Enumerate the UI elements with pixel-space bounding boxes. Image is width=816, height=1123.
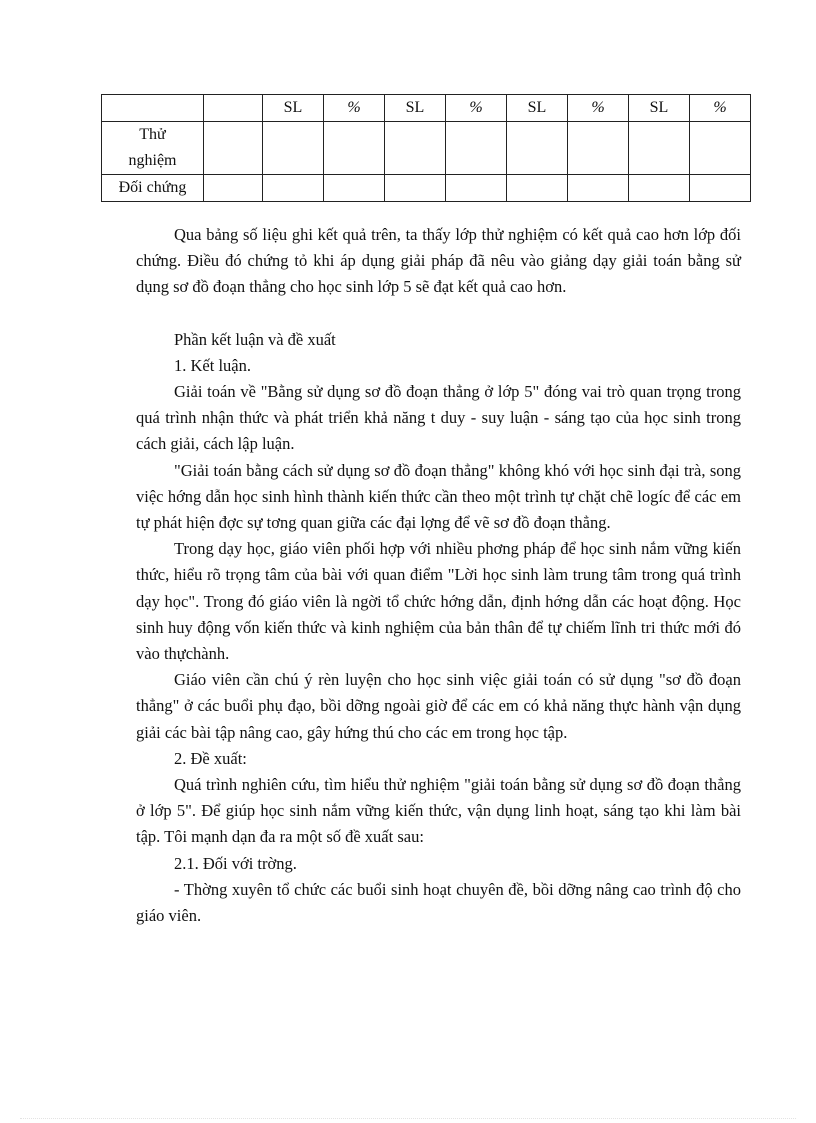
table-header-cell: % [446, 95, 507, 122]
paragraph: Giáo viên cần chú ý rèn luyện cho học sinh việc giải toán có sử dụng "sơ đồ đoạn thẳng" ở các buổi phụ đạo, bồi dỡng ngoài giờ để các em có khả năng thực hành vận dụng giải các bài tập nâng cao, gây hứng thú cho các em trong học tập. [136, 670, 741, 742]
table-cell [263, 122, 324, 175]
table-cell [568, 175, 629, 202]
subsection-heading: 1. Kết luận. [174, 355, 251, 375]
page-bottom-divider [20, 1118, 796, 1119]
table-header-cell [102, 95, 204, 122]
row-label-line: Thử [139, 126, 166, 143]
table-cell [690, 122, 751, 175]
table-cell [324, 175, 385, 202]
paragraph: - Thờng xuyên tổ chức các buổi sinh hoạt chuyên đề, bồi dỡng nâng cao trình độ cho giáo viên. [136, 879, 741, 926]
results-table [101, 94, 751, 202]
table-cell [446, 122, 507, 175]
table-cell [263, 175, 324, 202]
table-cell [204, 175, 263, 202]
results-summary-paragraph: Qua bảng số liệu ghi kết quả trên, ta thấy lớp thử nghiệm có kết quả cao hơn lớp đối chứng. Điều đó chứng tỏ khi áp dụng giải pháp đã nêu vào giảng dạy giải toán bằng sử dụng sơ đồ đoạn thẳng cho học sinh lớp 5 sẽ đạt kết quả cao hơn. [136, 225, 741, 297]
table-cell [507, 175, 568, 202]
table-header-row [102, 95, 751, 122]
table-header-cell: % [568, 95, 629, 122]
table-cell [568, 122, 629, 175]
table-header-cell: SL [263, 95, 324, 122]
table-cell [629, 122, 690, 175]
table-header-cell: SL [629, 95, 690, 122]
row-label-line: nghiệm [128, 152, 177, 169]
paragraph: "Giải toán bằng cách sử dụng sơ đồ đoạn thẳng" không khó với học sinh đại trà, song việc hớng dẫn học sinh hình thành kiến thức cần theo một trình tự chặt chẽ logíc để các em tự phát hiện đợc sự tơng quan giữa các đại lợng để vẽ sơ đồ đoạn thẳng. [136, 460, 741, 533]
table-header-cell: SL [385, 95, 446, 122]
table-cell [324, 122, 385, 175]
subsection-heading: 2.1. Đối với trờng. [174, 853, 297, 873]
table-row [102, 175, 751, 202]
table-cell [204, 122, 263, 175]
table-header-cell: % [324, 95, 385, 122]
document-body [136, 222, 741, 929]
row-label-cell: Đối chứng [102, 175, 204, 202]
table-row [102, 122, 751, 175]
paragraph: Quá trình nghiên cứu, tìm hiểu thử nghiệm "giải toán bằng sử dụng sơ đồ đoạn thẳng ở lớp 5". Để giúp học sinh nắm vững kiến thức, vận dụng linh hoạt, sáng tạo khi làm bài tập. Tôi mạnh dạn đa ra một số đề xuất sau: [136, 775, 741, 847]
section-heading: Phần kết luận và đề xuất [174, 329, 336, 349]
table-header-cell: % [690, 95, 751, 122]
table-header-cell: SL [507, 95, 568, 122]
subsection-heading: 2. Đề xuất: [174, 748, 247, 768]
table-cell [446, 175, 507, 202]
table-header-cell [204, 95, 263, 122]
table-cell [690, 175, 751, 202]
table-cell [507, 122, 568, 175]
table-cell [385, 122, 446, 175]
paragraph: Giải toán về "Bằng sử dụng sơ đồ đoạn thẳng ở lớp 5" đóng vai trò quan trọng trong quá trình nhận thức và phát triển khả năng t duy - suy luận - sáng tạo của học sinh trong cách giải, cách lập luận. [136, 382, 741, 454]
table-cell [385, 175, 446, 202]
paragraph: Trong dạy học, giáo viên phối hợp với nhiều phơng pháp để học sinh nắm vững kiến thức, hiểu rõ trọng tâm của bài với quan điểm "Lời học sinh làm trung tâm trong quá trình dạy học". Trong đó giáo viên là ngời tổ chức hớng dẫn, định hớng dẫn các hoạt động. Học sinh huy động vốn kiến thức và kinh nghiệm của bản thân để tự chiếm lĩnh tri thức mới đó vào thựchành. [136, 539, 741, 664]
row-label-cell [102, 122, 204, 175]
table-cell [629, 175, 690, 202]
